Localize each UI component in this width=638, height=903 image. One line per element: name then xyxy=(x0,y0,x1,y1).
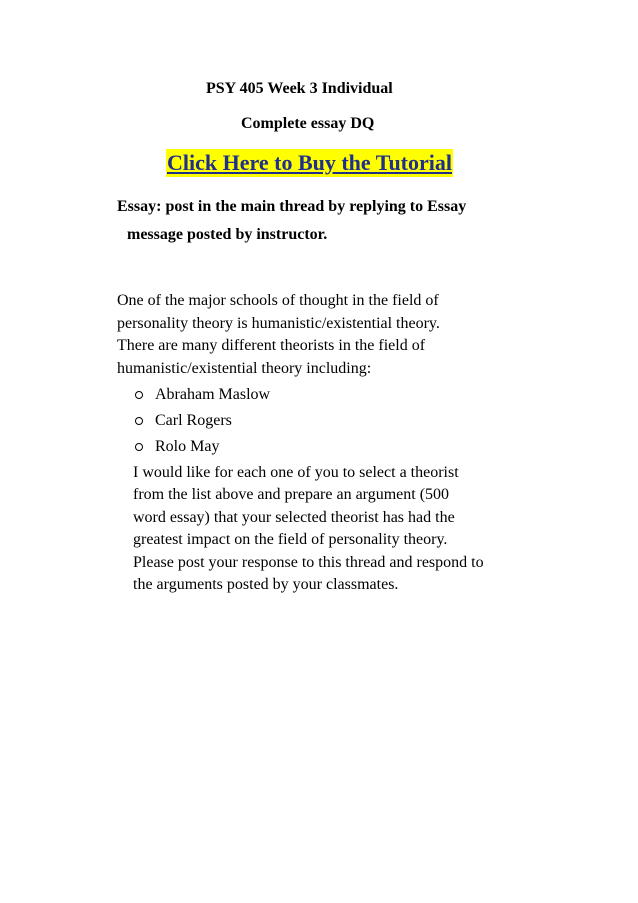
closing-line-2: from the list above and prepare an argument (500 xyxy=(133,486,450,504)
theorist-name: Abraham Maslow xyxy=(155,386,271,403)
list-item xyxy=(133,434,270,460)
document-title-line-1: PSY 405 Week 3 Individual xyxy=(206,80,393,97)
closing-line-5: Please post your response to this thread and respond to xyxy=(133,553,484,571)
bullet-icon xyxy=(135,391,143,399)
buy-tutorial-link[interactable]: Click Here to Buy the Tutorial xyxy=(167,150,452,175)
essay-heading-line-2: message posted by instructor. xyxy=(127,226,328,243)
closing-line-4: greatest impact on the field of personality theory. xyxy=(133,531,448,549)
document-title-line-2: Complete essay DQ xyxy=(241,115,375,132)
theorist-list xyxy=(133,382,270,460)
closing-line-6: the arguments posted by your classmates. xyxy=(133,576,399,594)
closing-line-1: I would like for each one of you to select a theorist xyxy=(133,464,459,481)
bullet-icon xyxy=(135,417,143,425)
intro-line-1: One of the major schools of thought in the field of xyxy=(117,292,439,309)
intro-line-2: personality theory is humanistic/existential theory. xyxy=(117,314,440,332)
bullet-icon xyxy=(135,443,143,451)
intro-paragraph xyxy=(117,290,537,380)
list-item xyxy=(133,408,270,434)
theorist-name: Carl Rogers xyxy=(155,412,232,429)
intro-line-3: There are many different theorists in the field of xyxy=(117,337,426,354)
list-item xyxy=(133,382,270,408)
theorist-name: Rolo May xyxy=(155,438,220,455)
essay-heading-line-1: Essay: post in the main thread by replying to Essay xyxy=(117,198,467,215)
closing-paragraph xyxy=(133,462,573,596)
intro-line-4: humanistic/existential theory including: xyxy=(117,359,372,377)
essay-heading xyxy=(117,193,557,249)
closing-line-3: word essay) that your selected theorist has had the xyxy=(133,508,455,526)
